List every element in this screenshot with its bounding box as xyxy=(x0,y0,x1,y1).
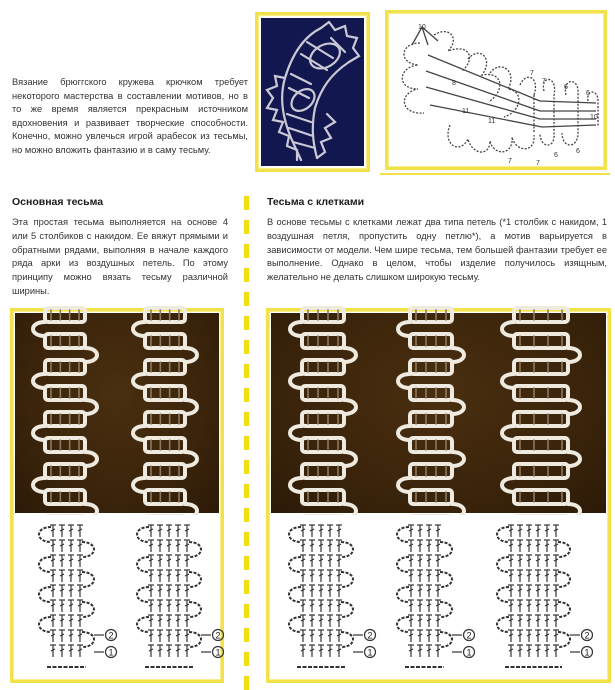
braid-sample xyxy=(290,308,356,544)
row-marker-label: 1 xyxy=(367,647,373,658)
braid-sample xyxy=(502,308,580,544)
chart-label: 10 xyxy=(418,24,426,31)
mesh-braid-diagram xyxy=(271,515,606,678)
section-heading-mesh-braid: Тесьма с клетками xyxy=(267,196,365,208)
row-marker-label: 1 xyxy=(108,647,114,658)
basic-braid-diagram xyxy=(15,515,219,678)
chart-label: 7 xyxy=(542,78,546,85)
row-marker-label: 2 xyxy=(367,630,373,641)
chart-label: 8 xyxy=(452,80,456,87)
chart-label: 10 xyxy=(590,114,598,121)
row-marker-label: 2 xyxy=(584,630,590,641)
crochet-chart xyxy=(397,525,475,667)
row-marker-label: 1 xyxy=(584,647,590,658)
braid-sample xyxy=(133,308,197,544)
chart-label: 6 xyxy=(564,84,568,91)
intro-paragraph: Вязание брюггского кружева крючком требует некоторого мастерства в составлении мотивов, но в то же время является прекрасным источником вдохновения и развивает творческие способности. Конечно, можно увлечься игрой арабесок из тесьмы, но можно вложить фантазию и в саму тесьму. xyxy=(12,77,248,155)
mesh-braid-figure xyxy=(266,308,611,683)
bruges-lace-motif-icon xyxy=(261,18,364,166)
row-marker-label: 2 xyxy=(215,630,221,641)
crochet-chart xyxy=(39,525,117,667)
section-heading-basic-braid: Основная тесьма xyxy=(12,196,104,208)
chart-label: 7 xyxy=(508,158,512,165)
crochet-chart-icon xyxy=(15,515,219,678)
braid-sample xyxy=(33,308,97,544)
row-marker-label: 2 xyxy=(466,630,472,641)
chart-label: 6 xyxy=(554,152,558,159)
mesh-braid-photo xyxy=(271,313,606,513)
dashed-column-divider xyxy=(244,196,249,690)
crochet-chart xyxy=(289,525,376,667)
crochet-braid-samples-icon xyxy=(15,313,219,513)
yellow-rule xyxy=(380,173,610,175)
chart-label: 7 xyxy=(530,70,534,77)
crochet-braid-samples-icon xyxy=(271,313,606,513)
chart-label: 11 xyxy=(488,118,496,125)
lace-motif-photo xyxy=(255,12,370,172)
crochet-chart-icon xyxy=(271,515,606,678)
basic-braid-figure xyxy=(10,308,224,683)
lace-chart-diagram xyxy=(385,10,607,170)
crochet-chart xyxy=(137,525,224,667)
section-text-basic-braid: Эта простая тесьма выполняется на основе 4 или 5 столбиков с накидом. Ее вяжут прямыми и обратными рядами, выполняя в начале каждого ряда арки из воздушных петель. По этому принципу можно вязать тесьму различной ширины. xyxy=(12,217,228,296)
row-marker-label: 2 xyxy=(108,630,114,641)
chart-label: 7 xyxy=(536,160,540,167)
section-text-mesh-braid: В основе тесьмы с клетками лежат два типа петель (*1 столбик с накидом, 1 воздушная петля, пропустить одну петлю*), а мотив варьируется в зависимости от модели. Чем шире тесьма, тем большей фантазии требует ее выполнение. Однако в целом, чтобы изделие получилось изящным, желательно не делать слишком широкую тесьму. xyxy=(267,217,607,283)
basic-braid-photo xyxy=(15,313,219,513)
chart-label: 11 xyxy=(462,108,470,115)
row-marker-label: 1 xyxy=(466,647,472,658)
chart-label: 6 xyxy=(576,148,580,155)
crochet-chart xyxy=(497,525,593,667)
braid-sample xyxy=(398,308,464,544)
chart-label: 6 xyxy=(586,90,590,97)
bruges-lace-chart-icon xyxy=(390,15,602,165)
row-marker-label: 1 xyxy=(215,647,221,658)
